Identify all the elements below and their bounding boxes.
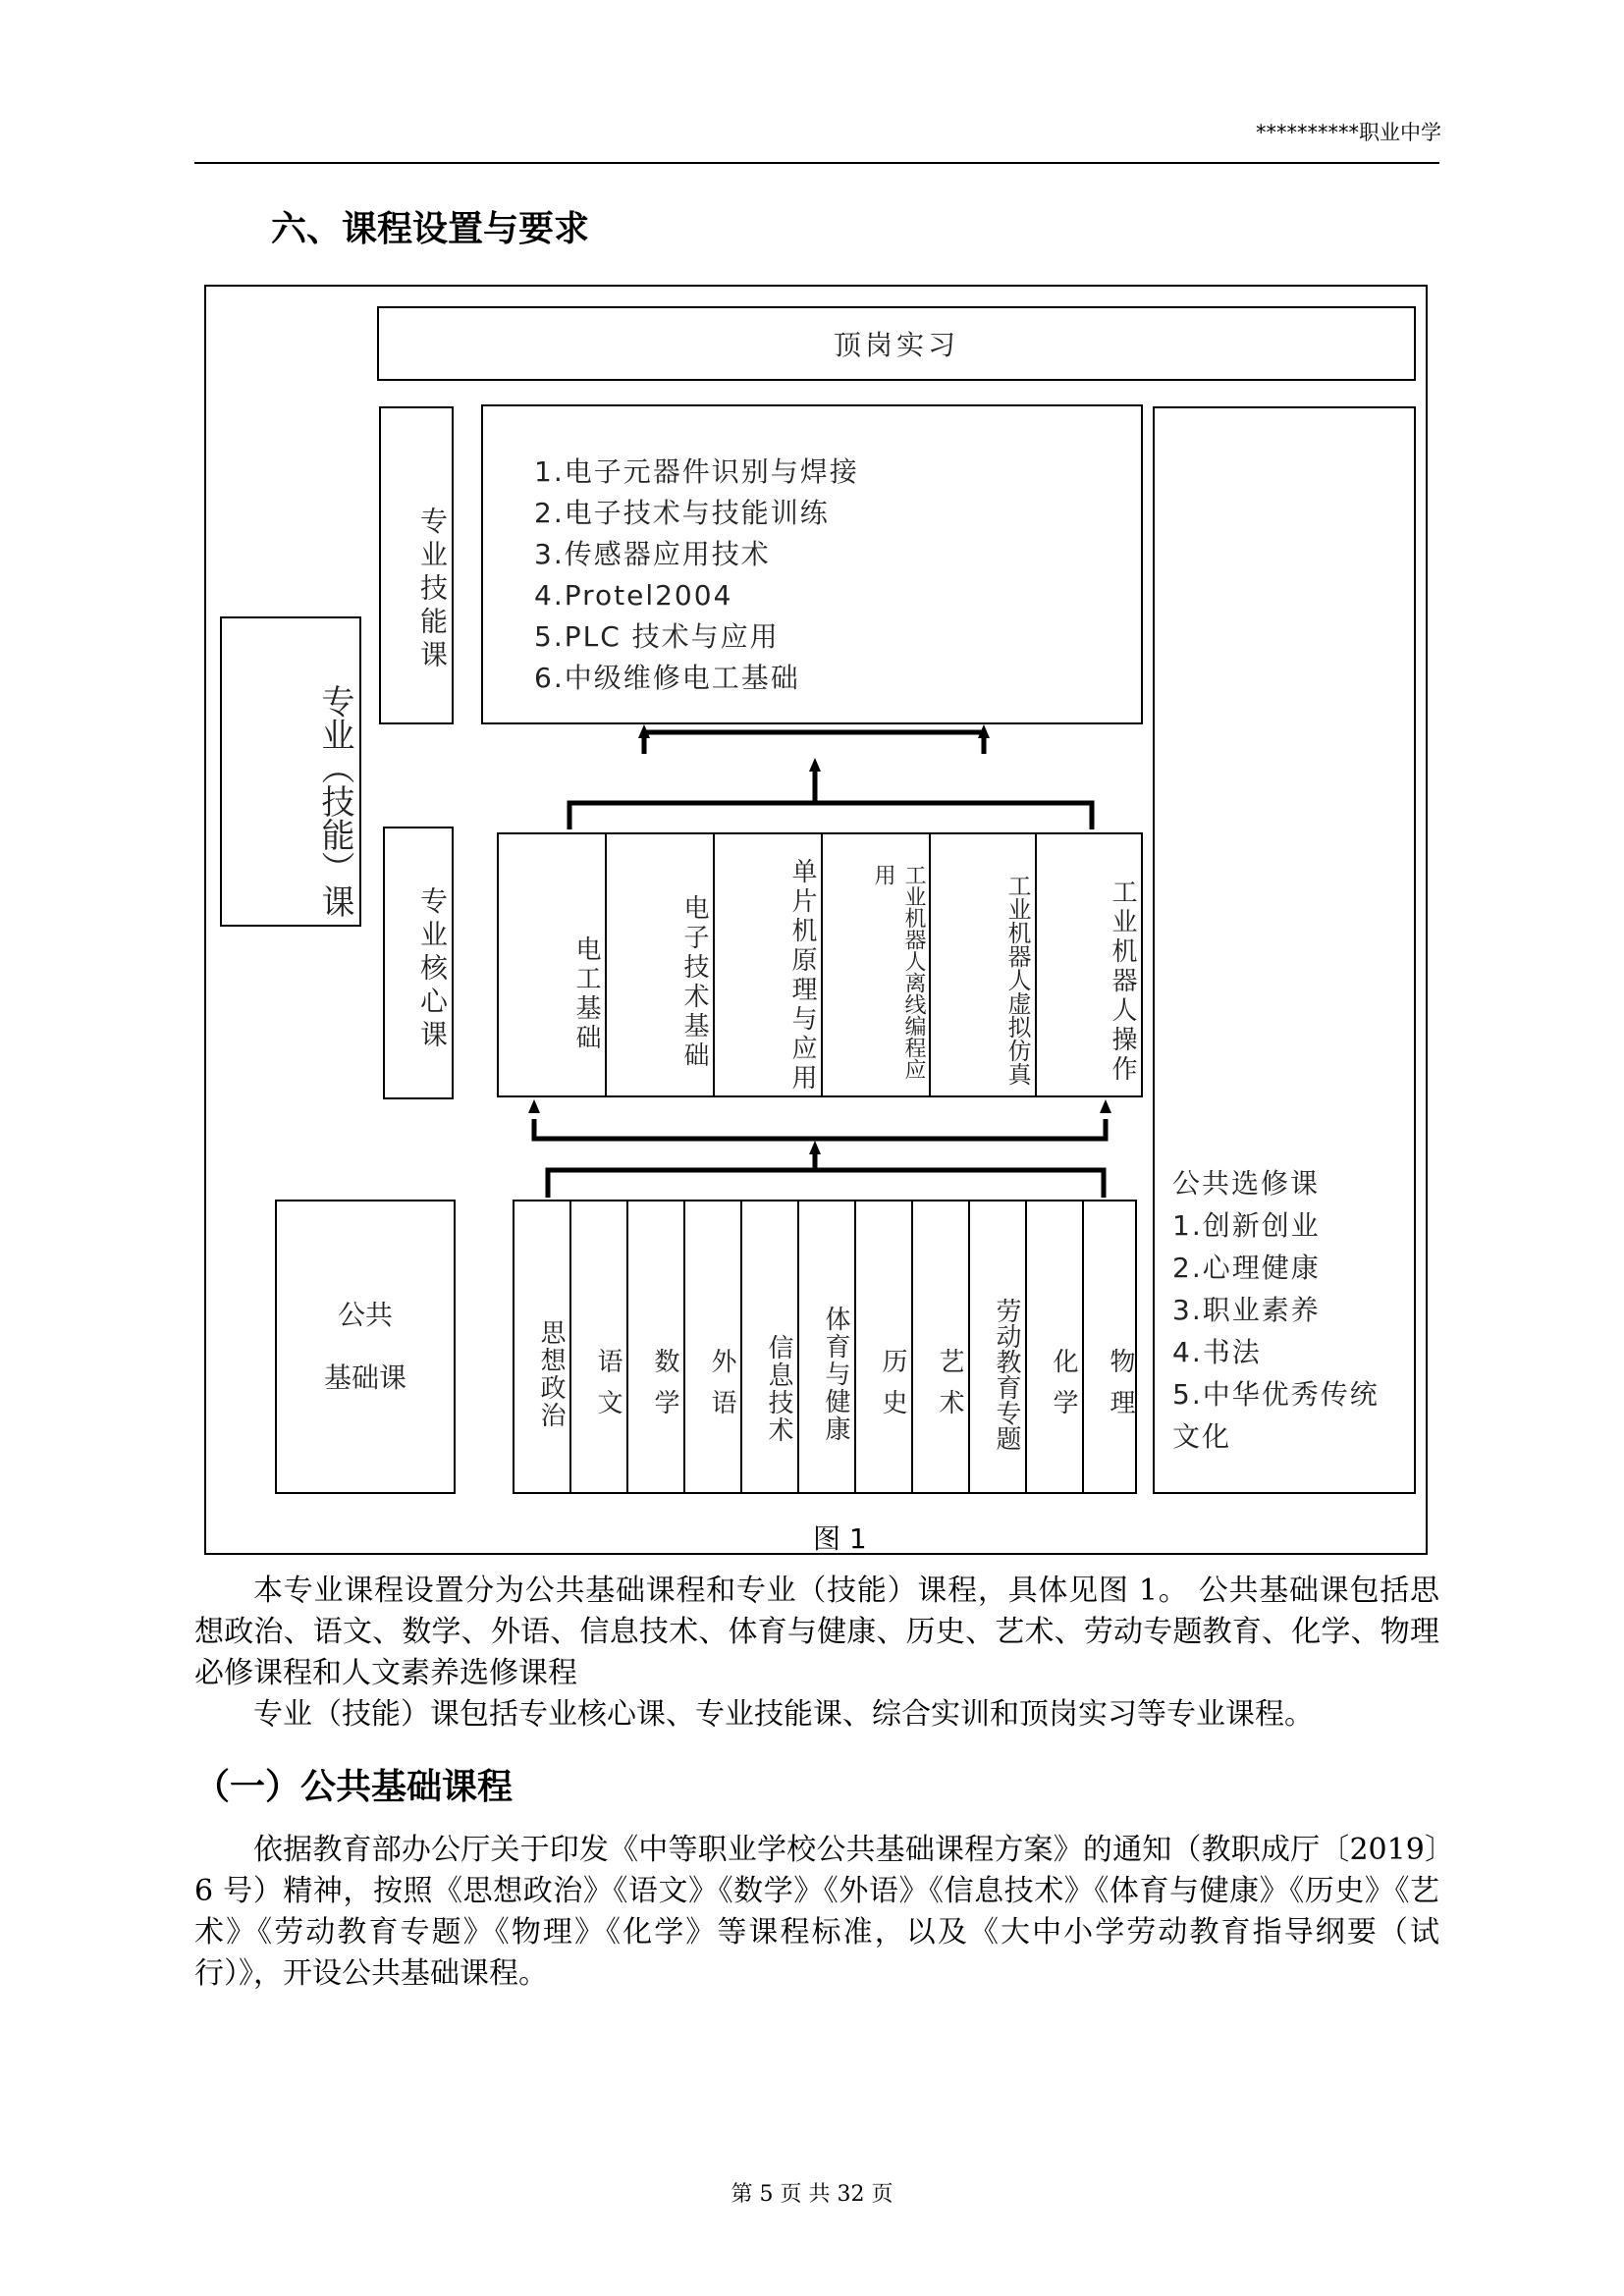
public-course-text: 语文 (593, 1348, 623, 1430)
arrow-head (809, 758, 821, 772)
core-course-label: 专业核心课 (416, 886, 449, 1053)
body-paragraph-3-wrap (194, 1830, 1439, 1995)
elective-title: 公共选修课 (1172, 1167, 1321, 1200)
page-footer: 第 5 页 共 32 页 (731, 2182, 893, 2207)
arrow-head (809, 1141, 821, 1154)
core-course-text: 工业机器人操作 (1108, 879, 1137, 1085)
body-paragraphs (194, 1571, 1439, 1735)
major-group-label: 专业（技能）课 (315, 684, 354, 918)
public-course-text: 信息技术 (764, 1334, 793, 1444)
skill-course-label: 专业技能课 (416, 507, 449, 673)
skill-course-item: 3.传感器应用技术 (534, 538, 771, 570)
public-course-text: 艺术 (935, 1348, 964, 1430)
public-course-text: 劳动教育专题 (992, 1298, 1021, 1451)
public-course-text: 数学 (650, 1348, 679, 1430)
core-course-text: 电子技术基础 (679, 894, 709, 1071)
public-basic-label-line1: 公共 (337, 1299, 393, 1331)
public-course-text: 思想政治 (536, 1319, 566, 1429)
public-course-text: 外语 (707, 1348, 736, 1430)
page-header-school: **********职业中学 (1256, 121, 1441, 144)
elective-item: 2.心理健康 (1172, 1252, 1321, 1284)
skill-course-item: 2.电子技术与技能训练 (534, 497, 830, 529)
public-course-text: 化学 (1049, 1348, 1078, 1430)
skill-course-item: 4.Protel2004 (534, 579, 733, 612)
public-course-text: 历史 (878, 1348, 907, 1430)
skill-course-item: 6.中级维修电工基础 (534, 662, 800, 694)
skill-course-item: 5.PLC 技术与应用 (534, 620, 780, 653)
paragraph-1: 本专业课程设置分为公共基础课程和专业（技能）课程，具体见图 1。 公共基础课包括思想政治、语文、数学、外语、信息技术、体育与健康、历史、艺术、劳动专题教育、化学、物理必修课程和人文素养选修课程 (194, 1574, 1439, 1690)
public-basic-label-line2: 基础课 (323, 1362, 406, 1394)
public-course-text: 体育与健康 (821, 1306, 850, 1443)
core-course-text: 工业机器人虚拟仿真 (1003, 874, 1031, 1086)
arrow-head (528, 1099, 540, 1113)
paragraph-2: 专业（技能）课包括专业核心课、专业技能课、综合实训和顶岗实习等专业课程。 (253, 1697, 1314, 1732)
subsection-title: （一）公共基础课程 (194, 1767, 514, 1807)
internship-label: 顶岗实习 (833, 329, 959, 361)
elective-item: 1.创新创业 (1172, 1209, 1321, 1242)
figure-caption: 图 1 (813, 1522, 867, 1555)
section-title: 六、课程设置与要求 (271, 209, 590, 249)
elective-item: 4.书法 (1172, 1336, 1262, 1368)
core-course-text: 工业机器人离线编程应用 (871, 864, 926, 1080)
skill-course-item: 1.电子元器件识别与焊接 (534, 455, 859, 488)
public-course-text: 物理 (1106, 1348, 1135, 1430)
paragraph-3: 依据教育部办公厅关于印发《中等职业学校公共基础课程方案》的通知（教职成厅〔2019〕6 号）精神，按照《思想政治》《语文》《数学》《外语》《信息技术》《体育与健康》《历史》《艺术》《劳动教育专题》《物理》《化学》等课程标准，以及《大中小学劳动教育指导纲要（试行）》，开设公共基础课程。 (194, 1833, 1439, 1991)
elective-item: 5.中华优秀传统文化 (1172, 1378, 1380, 1453)
core-course-text: 单片机原理与应用 (787, 858, 817, 1094)
core-course-text: 电工基础 (571, 935, 601, 1053)
elective-item: 3.职业素养 (1172, 1294, 1321, 1326)
arrow-head (1100, 1099, 1111, 1113)
